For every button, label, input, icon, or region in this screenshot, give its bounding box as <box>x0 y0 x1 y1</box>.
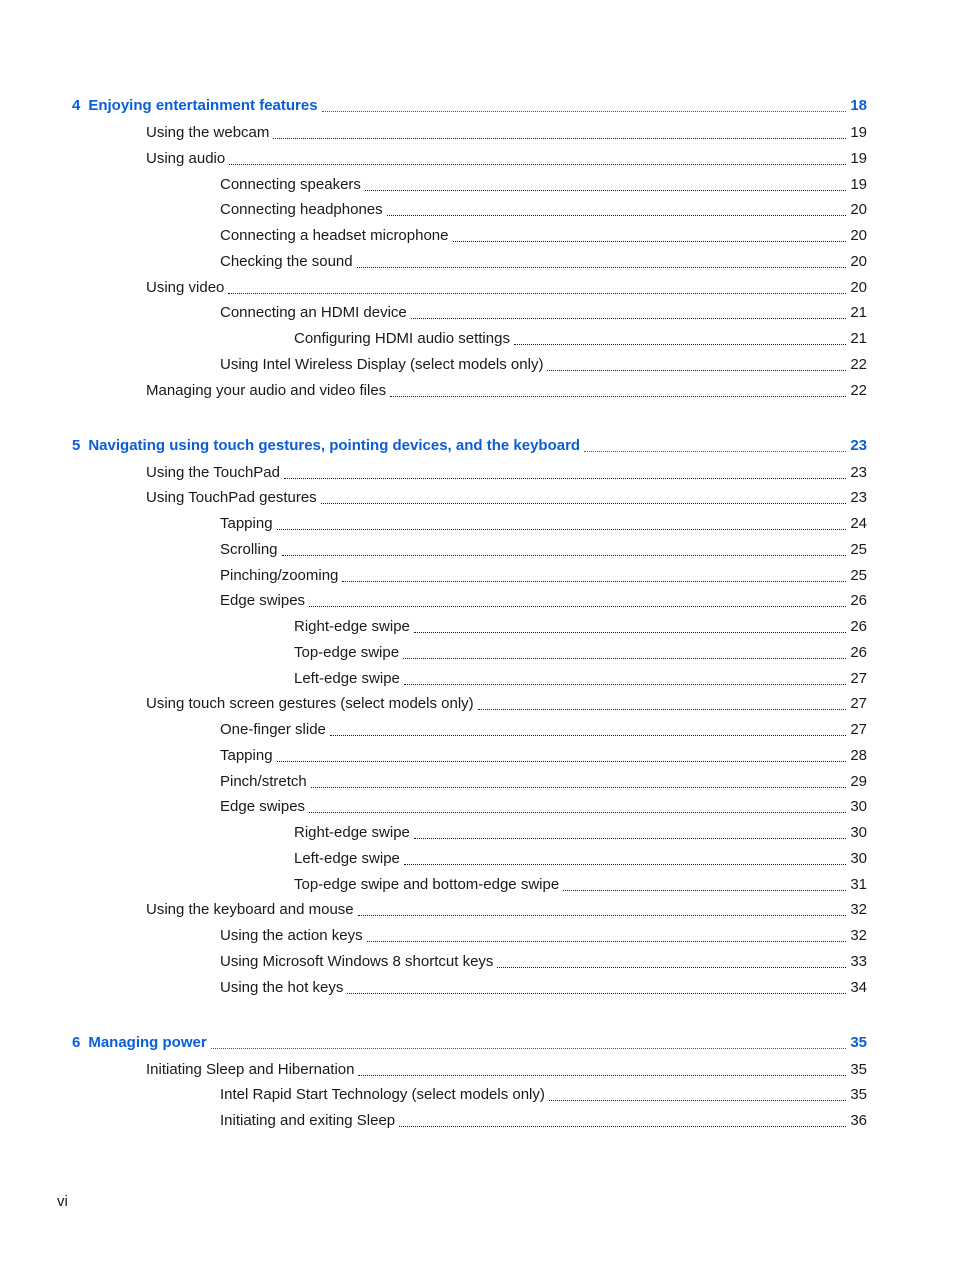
entry-page-number: 23 <box>850 489 867 507</box>
toc-entry-link[interactable] <box>220 926 867 946</box>
entry-title: Checking the sound <box>220 252 353 270</box>
toc-entry-link[interactable] <box>146 381 867 401</box>
entry-title: Using Microsoft Windows 8 shortcut keys <box>220 952 494 970</box>
toc-entry-link[interactable] <box>146 463 867 483</box>
toc-entry-link[interactable] <box>220 978 867 998</box>
chapter-title: Managing power <box>88 1033 207 1051</box>
entry-page-number: 20 <box>850 278 867 296</box>
toc-entry-link[interactable] <box>146 123 867 143</box>
dot-leader <box>404 684 846 685</box>
entry-page-number: 31 <box>850 875 867 893</box>
toc-entry-link[interactable] <box>220 746 867 766</box>
dot-leader <box>309 606 846 607</box>
entry-page-number: 25 <box>850 566 867 584</box>
entry-page-number: 33 <box>850 952 867 970</box>
chapter-page-number: 23 <box>850 436 867 454</box>
dot-leader <box>390 396 846 397</box>
toc-chapter-link-6[interactable] <box>72 1033 867 1053</box>
entry-page-number: 28 <box>850 746 867 764</box>
toc-entry-link[interactable] <box>220 1085 867 1105</box>
entry-title: Using touch screen gestures (select models only) <box>146 695 474 713</box>
dot-leader <box>277 761 847 762</box>
toc-entry-link[interactable] <box>146 278 867 298</box>
dot-leader <box>453 241 847 242</box>
entry-title: Using video <box>146 278 225 296</box>
toc-entry-link[interactable] <box>220 566 867 586</box>
entry-title: Right-edge swipe <box>294 824 410 841</box>
toc-entry-link[interactable] <box>294 849 867 869</box>
toc-entry-link[interactable] <box>220 200 867 220</box>
entry-title: Using Intel Wireless Display (select models only) <box>220 355 544 373</box>
entry-page-number: 21 <box>850 304 867 322</box>
toc-entry-link[interactable] <box>294 643 867 663</box>
entry-title: Using TouchPad gestures <box>146 489 317 507</box>
chapter-page-number: 35 <box>850 1033 867 1051</box>
entry-title: Connecting a headset microphone <box>220 227 449 244</box>
entry-title: Left-edge swipe <box>294 849 400 867</box>
dot-leader <box>357 267 847 268</box>
entry-title: Using the TouchPad <box>146 463 280 481</box>
entry-title: Initiating Sleep and Hibernation <box>146 1060 355 1078</box>
toc-entry-link[interactable] <box>220 303 867 323</box>
dot-leader <box>411 318 847 319</box>
dot-leader <box>342 581 846 582</box>
entry-page-number: 21 <box>850 330 867 347</box>
entry-page-number: 26 <box>850 618 867 635</box>
dot-leader <box>387 215 847 216</box>
entry-page-number: 22 <box>850 355 867 373</box>
entry-title: Left-edge swipe <box>294 669 400 687</box>
entry-title: Top-edge swipe <box>294 643 400 661</box>
dot-leader <box>330 735 846 736</box>
toc-entry-link[interactable] <box>294 329 867 349</box>
dot-leader <box>414 632 846 633</box>
toc-entry-link[interactable] <box>146 1060 867 1080</box>
entry-title: Edge swipes <box>220 592 306 610</box>
chapter-number: 4 <box>72 97 81 114</box>
dot-leader <box>365 190 846 191</box>
entry-title: Using the hot keys <box>220 978 344 996</box>
toc-entry-link[interactable] <box>220 355 867 375</box>
page-number-footer: vi <box>57 1193 68 1210</box>
entry-page-number: 19 <box>850 149 867 167</box>
entry-title: Using the webcam <box>146 124 270 141</box>
toc-entry-link[interactable] <box>294 669 867 689</box>
dot-leader <box>277 529 847 530</box>
entry-page-number: 29 <box>850 772 867 790</box>
toc-entry-link[interactable] <box>220 175 867 195</box>
toc-entry-link[interactable] <box>220 772 867 792</box>
entry-title: Connecting an HDMI device <box>220 304 407 322</box>
toc-entry-link[interactable] <box>220 226 867 246</box>
entry-page-number: 24 <box>850 515 867 532</box>
entry-page-number: 19 <box>850 175 867 193</box>
entry-title: Connecting speakers <box>220 175 361 193</box>
toc-entry-link[interactable] <box>220 720 867 740</box>
entry-page-number: 34 <box>850 978 867 996</box>
entry-page-number: 27 <box>850 669 867 687</box>
entry-title: Initiating and exiting Sleep <box>220 1112 396 1129</box>
entry-page-number: 20 <box>850 252 867 270</box>
dot-leader <box>367 941 847 942</box>
entry-page-number: 27 <box>850 695 867 713</box>
entry-title: Managing your audio and video files <box>146 381 387 399</box>
dot-leader <box>549 1100 846 1101</box>
entry-page-number: 25 <box>850 540 867 558</box>
toc-entry-link[interactable] <box>220 252 867 272</box>
chapter-number: 6 <box>72 1033 81 1051</box>
entry-page-number: 30 <box>850 798 867 816</box>
entry-title: Using the keyboard and mouse <box>146 901 354 919</box>
toc-entry-link[interactable] <box>220 952 867 972</box>
entry-title: Scrolling <box>220 540 278 558</box>
dot-leader <box>311 787 847 788</box>
toc-chapter-link-4[interactable] <box>72 96 867 116</box>
dot-leader <box>321 503 847 504</box>
dot-leader <box>322 111 847 112</box>
entry-page-number: 36 <box>850 1112 867 1129</box>
dot-leader <box>478 709 847 710</box>
entry-title: Configuring HDMI audio settings <box>294 330 510 347</box>
dot-leader <box>309 812 846 813</box>
dot-leader <box>211 1048 847 1049</box>
dot-leader <box>282 555 847 556</box>
entry-page-number: 20 <box>850 227 867 244</box>
entry-title: Tapping <box>220 746 273 764</box>
entry-page-number: 32 <box>850 927 867 944</box>
dot-leader <box>547 370 846 371</box>
toc-entry-link[interactable] <box>146 149 867 169</box>
toc-entry-link[interactable] <box>220 591 867 611</box>
dot-leader <box>284 478 846 479</box>
chapter-number: 5 <box>72 436 81 454</box>
entry-page-number: 22 <box>850 381 867 399</box>
dot-leader <box>497 967 846 968</box>
entry-title: Tapping <box>220 515 273 532</box>
entry-title: Using audio <box>146 149 226 167</box>
dot-leader <box>358 915 847 916</box>
dot-leader <box>358 1075 846 1076</box>
dot-leader <box>229 164 846 165</box>
toc-entry-link[interactable] <box>294 875 867 895</box>
entry-title: Using the action keys <box>220 927 363 944</box>
entry-title: Connecting headphones <box>220 201 383 219</box>
dot-leader <box>563 890 846 891</box>
dot-leader <box>514 344 846 345</box>
entry-title: Pinching/zooming <box>220 566 339 584</box>
dot-leader <box>228 293 846 294</box>
toc-entry-link[interactable] <box>220 540 867 560</box>
entry-page-number: 20 <box>850 201 867 219</box>
dot-leader <box>403 658 846 659</box>
entry-page-number: 26 <box>850 643 867 661</box>
entry-page-number: 30 <box>850 824 867 841</box>
chapter-title: Navigating using touch gestures, pointing devices, and the keyboard <box>88 436 581 454</box>
dot-leader <box>399 1126 846 1127</box>
toc-entry-link[interactable] <box>146 900 867 920</box>
entry-page-number: 30 <box>850 849 867 867</box>
entry-page-number: 35 <box>850 1086 867 1104</box>
entry-page-number: 27 <box>850 721 867 738</box>
toc-entry-link[interactable] <box>294 617 867 637</box>
chapter-page-number: 18 <box>850 97 867 114</box>
toc-entry-link[interactable] <box>220 797 867 817</box>
entry-page-number: 19 <box>850 124 867 141</box>
entry-title: Top-edge swipe and bottom-edge swipe <box>294 875 560 893</box>
toc-chapter-link-5[interactable] <box>72 436 867 456</box>
dot-leader <box>273 138 846 139</box>
entry-title: Intel Rapid Start Technology (select models only) <box>220 1086 545 1104</box>
toc-entry-link[interactable] <box>294 823 867 843</box>
entry-page-number: 23 <box>850 463 867 481</box>
entry-page-number: 26 <box>850 592 867 610</box>
toc-entry-link[interactable] <box>220 1111 867 1131</box>
entry-title: One-finger slide <box>220 721 326 738</box>
toc-entry-link[interactable] <box>220 514 867 534</box>
dot-leader <box>584 451 846 452</box>
entry-title: Pinch/stretch <box>220 772 307 790</box>
chapter-title: Enjoying entertainment features <box>88 97 318 114</box>
dot-leader <box>347 993 846 994</box>
toc-entry-link[interactable] <box>146 488 867 508</box>
entry-page-number: 35 <box>850 1060 867 1078</box>
dot-leader <box>414 838 846 839</box>
entry-title: Right-edge swipe <box>294 618 410 635</box>
entry-title: Edge swipes <box>220 798 306 816</box>
entry-page-number: 32 <box>850 901 867 919</box>
toc-entry-link[interactable] <box>146 694 867 714</box>
dot-leader <box>404 864 846 865</box>
